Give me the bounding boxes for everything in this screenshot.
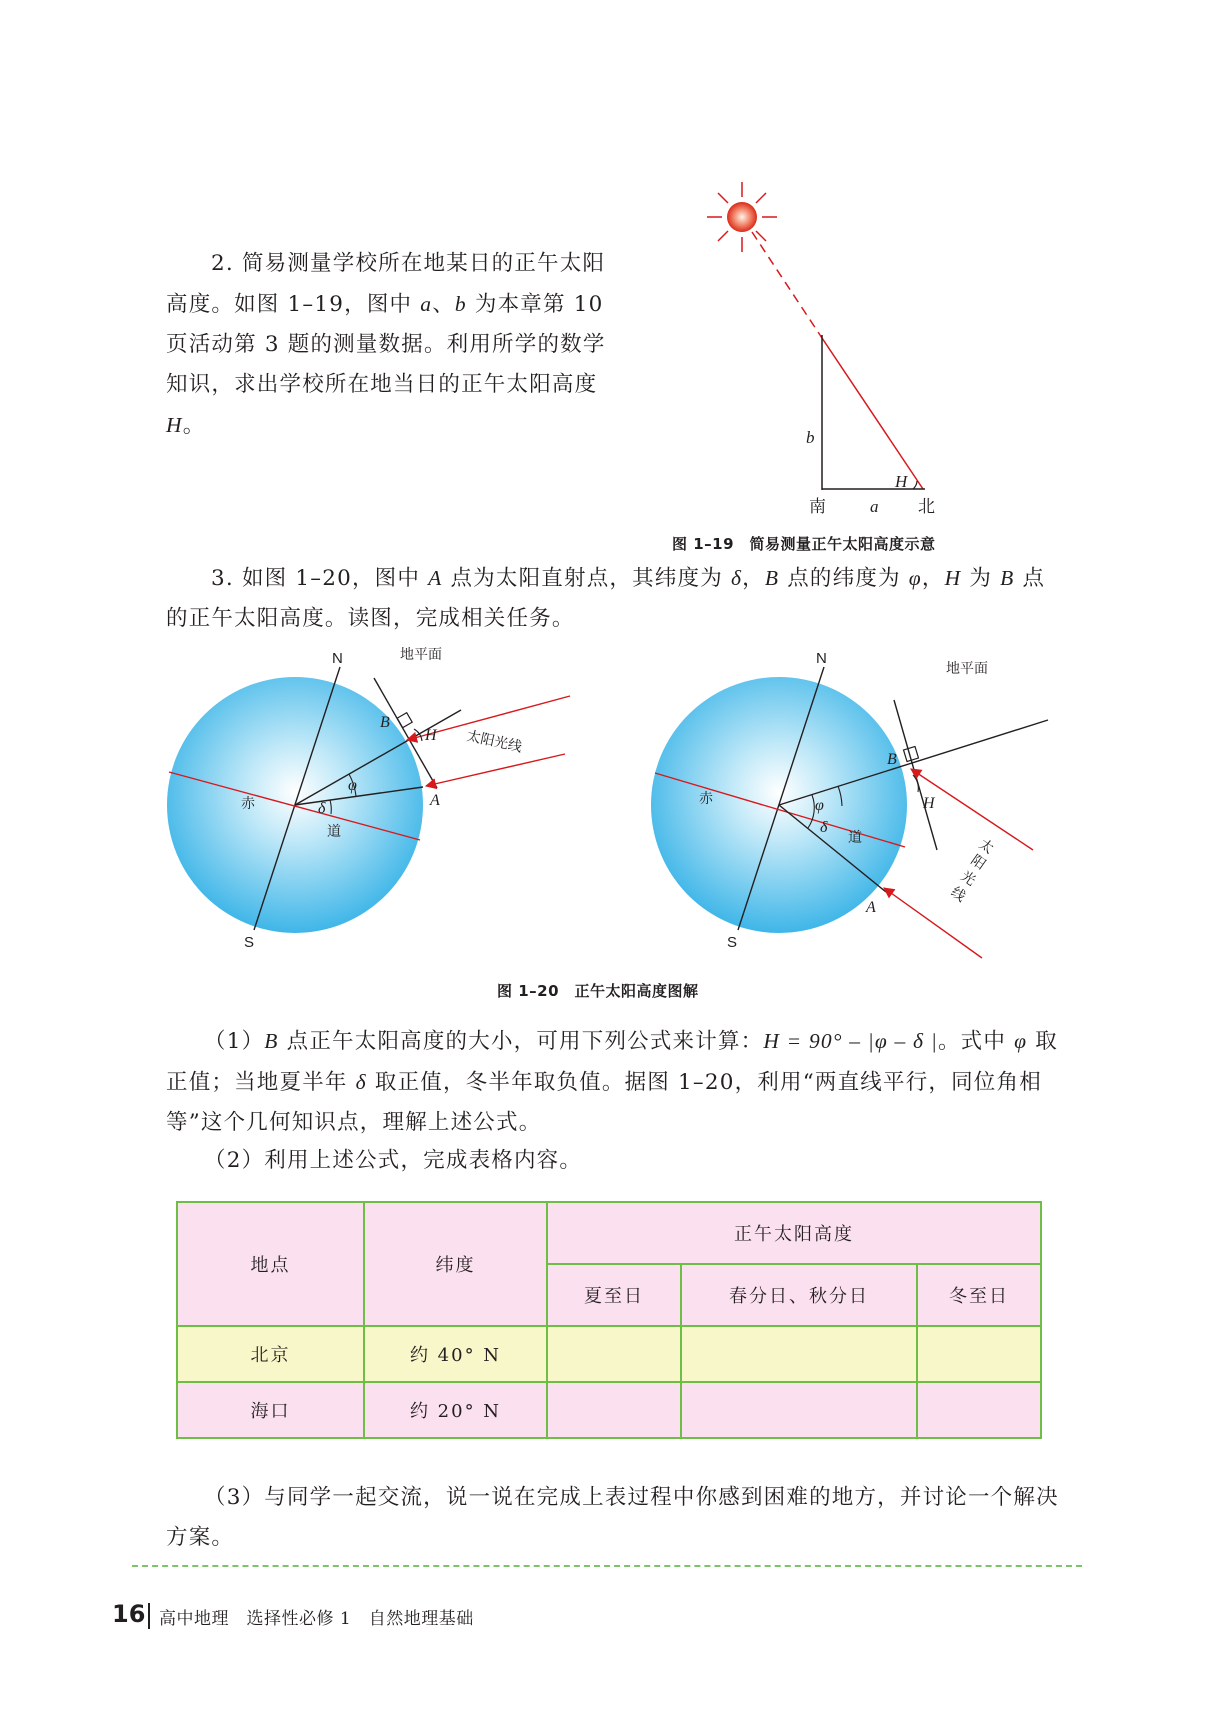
right-label-N: N: [816, 650, 827, 667]
right-label-sun-2: 阳: [967, 852, 989, 874]
angle-arc: [913, 481, 917, 489]
label-south: 南: [809, 497, 826, 517]
cell-equinox[interactable]: [681, 1382, 917, 1438]
left-globe-diagram: [167, 646, 570, 951]
cell-place: 海口: [177, 1382, 364, 1438]
left-label-N: N: [332, 650, 343, 667]
left-label-equator-1: 赤: [241, 796, 255, 812]
header-winter-solstice: 冬至日: [917, 1264, 1041, 1326]
cell-latitude: 约 40° N: [364, 1326, 547, 1382]
cell-summer[interactable]: [547, 1382, 681, 1438]
left-label-sunlight: 太阳光线: [465, 728, 524, 756]
right-label-sun-3: 光: [957, 868, 979, 890]
cell-winter[interactable]: [917, 1326, 1041, 1382]
label-H: H: [895, 472, 908, 491]
right-label-H: H: [923, 795, 935, 812]
right-label-sun-4: 线: [947, 884, 969, 906]
right-label-B: B: [887, 751, 897, 768]
page-number: 16: [112, 1600, 146, 1628]
book-title: 高中地理 选择性必修 1 自然地理基础: [159, 1609, 474, 1629]
footer-divider: [132, 1565, 1082, 1567]
label-b: b: [806, 428, 815, 447]
header-equinox: 春分日、秋分日: [681, 1264, 917, 1326]
sun-ray-dashed: [752, 232, 820, 335]
table-row: [177, 1326, 1041, 1382]
left-label-equator-2: 道: [327, 824, 341, 840]
formula: H = 90° – |φ – δ |: [763, 1029, 938, 1053]
right-label-horizon: 地平面: [946, 661, 988, 677]
label-a: a: [870, 497, 879, 516]
right-globe-diagram: [651, 650, 1048, 958]
left-label-S: S: [244, 934, 255, 951]
left-label-delta: δ: [318, 800, 326, 817]
right-label-delta: δ: [820, 819, 828, 836]
header-place: 地点: [177, 1202, 364, 1326]
cell-latitude: 约 20° N: [364, 1382, 547, 1438]
question-2: 2. 简易测量学校所在地某日的正午太阳高度。如图 1–19，图中 a、b 为本章第 10 页活动第 3 题的测量数据。利用所学的数学知识，求出学校所在地当日的正午太阳高度 H。: [166, 251, 606, 438]
sun-ray-solid: [820, 335, 923, 489]
figure-1-19-caption: 图 1–19 简易测量正午太阳高度示意: [672, 535, 936, 553]
cell-summer[interactable]: [547, 1326, 681, 1382]
figure-1-20-caption: 图 1–20 正午太阳高度图解: [497, 982, 699, 1000]
left-label-B: B: [380, 714, 390, 731]
left-right-angle: [397, 713, 412, 728]
right-label-S: S: [727, 934, 738, 951]
right-label-sun-1: 太: [975, 836, 997, 858]
right-label-equator-1: 赤: [699, 791, 713, 807]
table-row: [177, 1382, 1041, 1438]
task-1: （1）B 点正午太阳高度的大小，可用下列公式来计算：H = 90° – |φ – δ |。式中 φ 取正值；当地夏半年 δ 取正值，冬半年取负值。据图 1–20，利用“两直线平行，同位角相等”这个几何知识点，理解上述公式。: [166, 1029, 1058, 1135]
left-sunray-2: [426, 754, 565, 786]
right-sunray-A: [884, 888, 982, 958]
header-latitude: 纬度: [364, 1202, 547, 1326]
footer-separator: [148, 1603, 150, 1629]
right-label-phi: φ: [815, 797, 824, 814]
header-summer-solstice: 夏至日: [547, 1264, 681, 1326]
noon-sun-altitude-table: [176, 1201, 1042, 1439]
task-3: （3）与同学一起交流，说一说在完成上表过程中你感到困难的地方，并讨论一个解决方案。: [166, 1485, 1059, 1550]
left-label-horizon: 地平面: [400, 647, 442, 663]
label-north: 北: [918, 497, 935, 517]
figure-1-20: [0, 640, 1207, 960]
figure-1-19: [0, 0, 1207, 560]
left-label-A: A: [430, 792, 440, 809]
left-label-H: H: [425, 727, 437, 744]
task-2: （2）利用上述公式，完成表格内容。: [204, 1148, 583, 1173]
header-noon-altitude: 正午太阳高度: [547, 1202, 1041, 1264]
sun-icon: [707, 182, 777, 252]
cell-place: 北京: [177, 1326, 364, 1382]
cell-equinox[interactable]: [681, 1326, 917, 1382]
question-3: 3. 如图 1–20，图中 A 点为太阳直射点，其纬度为 δ，B 点的纬度为 φ，H 为 B 点的正午太阳高度。读图，完成相关任务。: [166, 566, 1046, 631]
right-label-equator-2: 道: [848, 830, 862, 846]
right-label-A: A: [866, 899, 876, 916]
left-label-phi: φ: [348, 777, 357, 794]
cell-winter[interactable]: [917, 1382, 1041, 1438]
